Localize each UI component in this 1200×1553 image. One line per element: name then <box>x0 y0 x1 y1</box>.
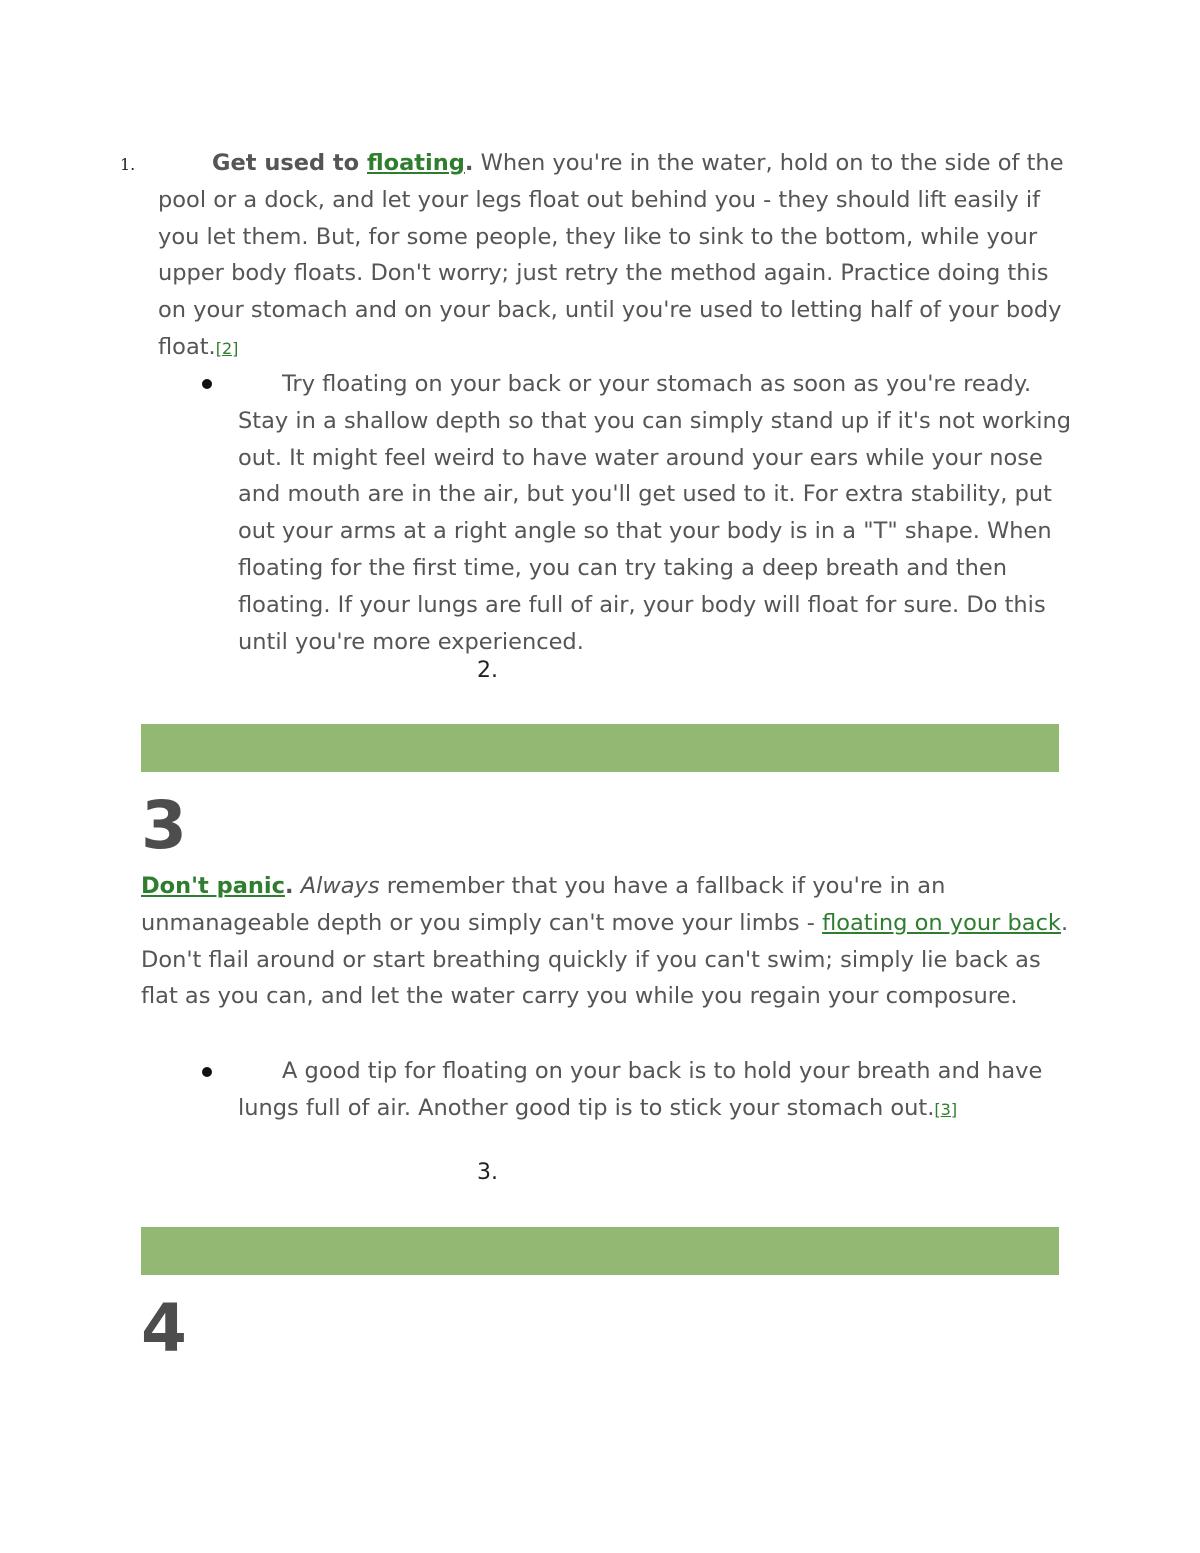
step-number: 3 <box>141 787 187 864</box>
step-3-italic: Always <box>300 873 380 899</box>
dont-panic-link[interactable]: Don't panic <box>141 873 285 899</box>
step-1-lead: Get used to <box>212 150 367 176</box>
step-header-bar <box>141 1227 1059 1275</box>
step-number: 4 <box>141 1290 187 1367</box>
list-number-1: 1. <box>120 155 136 174</box>
floating-link[interactable]: floating <box>366 150 465 176</box>
step-3-paragraph <box>141 868 1071 1015</box>
reference-link-3[interactable]: [3] <box>934 1099 958 1119</box>
step-1-paragraph <box>158 145 1078 368</box>
list-number-2: 2. <box>477 658 498 683</box>
step-1-body: When you're in the water, hold on to the side of the pool or a dock, and let your legs float out behind you - they should lift easily if you let them. But, for some people, they like to sink to the bottom, while your upper body floats. Don't worry; just retry the method again. Practice doing this on your stomach and on your back, until you're used to letting half of your body float. <box>158 150 1064 360</box>
step-3-body-b: . Don't flail around or start breathing quickly if you can't swim; simply lie back as flat as you can, and let the water carry you while you regain your composure. <box>141 909 1069 1010</box>
step-3-lead-period: . <box>285 873 294 899</box>
step-3-body-a: remember that you have a fallback if you're in an unmanageable depth or you simply can't move your limbs - <box>141 873 946 936</box>
floating-on-your-back-link[interactable]: floating on your back <box>822 909 1061 936</box>
list-number-3: 3. <box>477 1160 498 1185</box>
step-3-tip <box>238 1053 1078 1129</box>
step-3-tip-text: A good tip for floating on your back is to hold your breath and have lungs full of air. Another good tip is to stick your stomach out. <box>238 1058 1043 1121</box>
step-1-tip: Try floating on your back or your stomach as soon as you're ready. Stay in a shallow depth so that you can simply stand up if it's not working out. It might feel weird to have water around your ears while your nose and mouth are in the air, but you'll get used to it. For extra stability, put out your arms at a right angle so that your body is in a "T" shape. When floating for the first time, you can try taking a deep breath and then floating. If your lungs are full of air, your body will float for sure. Do this until you're more experienced. <box>238 371 1072 655</box>
bullet-dot-icon <box>202 1067 212 1077</box>
bullet-dot-icon <box>202 379 212 389</box>
step-1-lead-period: . <box>464 150 474 176</box>
step-header-bar <box>141 724 1059 772</box>
reference-link-2[interactable]: [2] <box>215 338 239 358</box>
